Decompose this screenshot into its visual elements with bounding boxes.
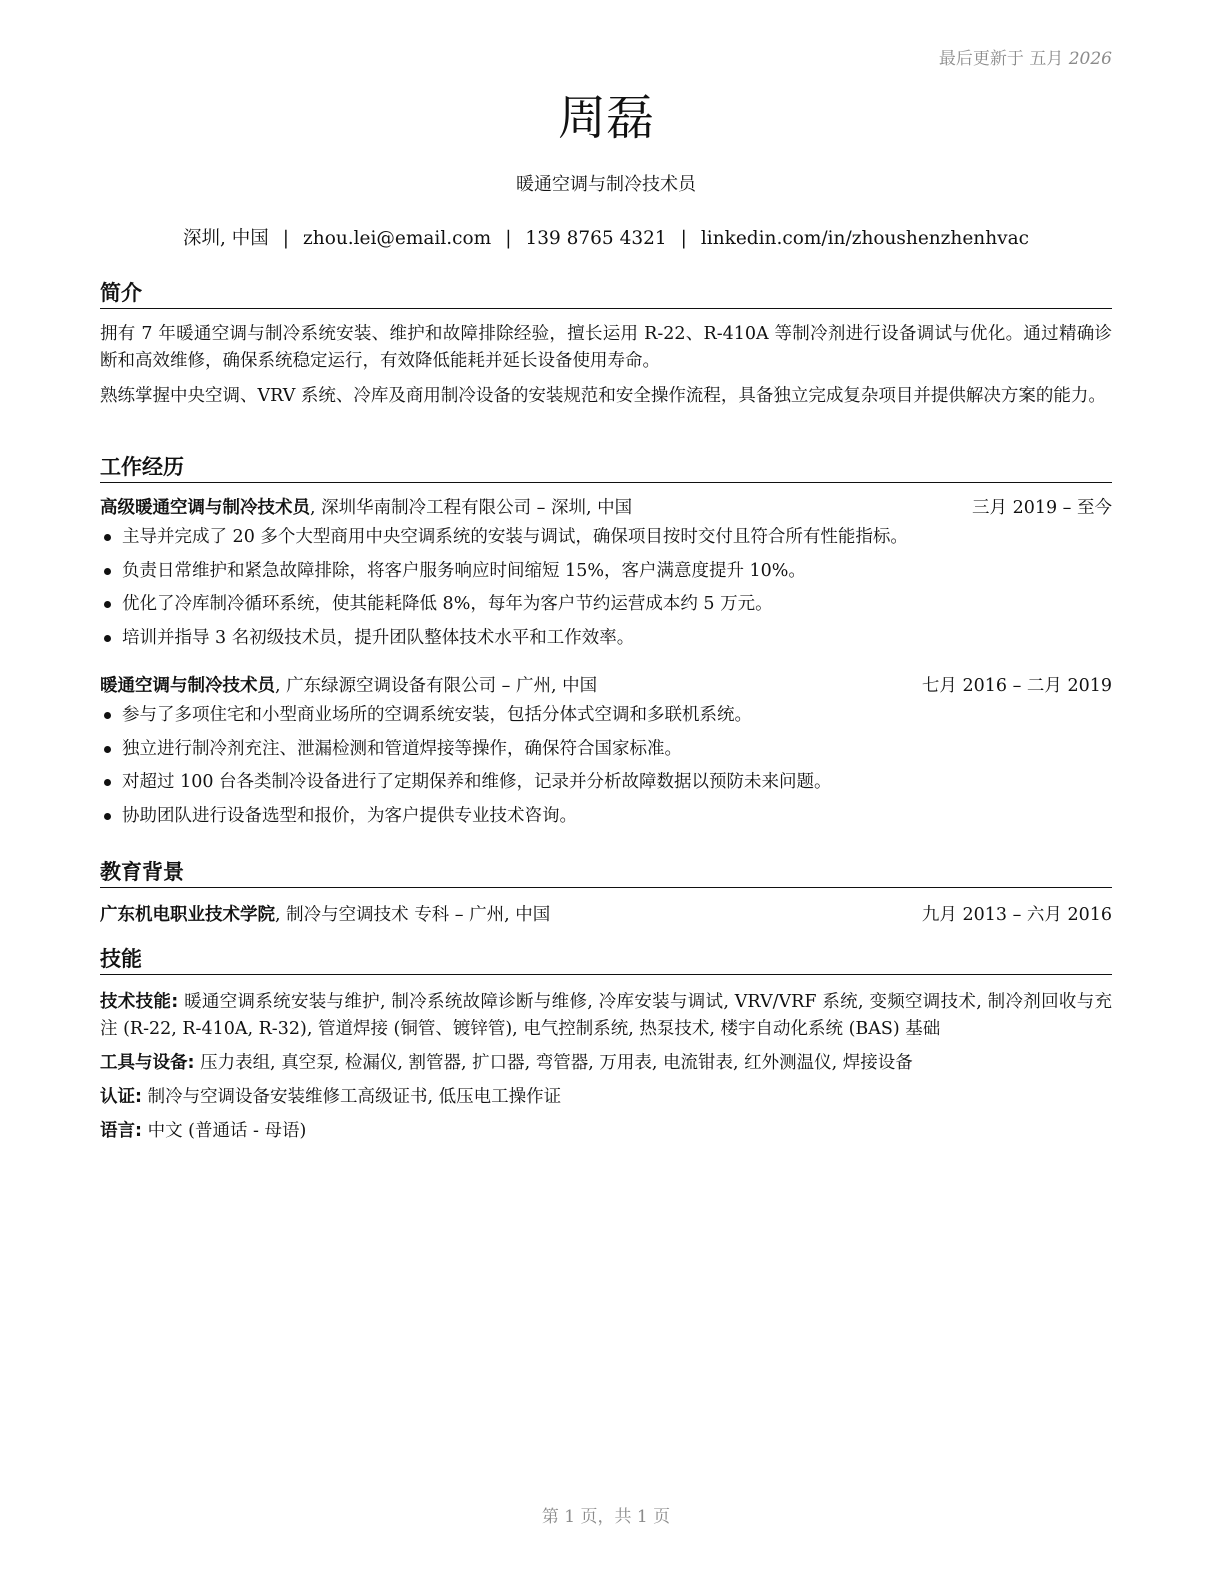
skill-row (100, 989, 1112, 1043)
education-section (100, 857, 1112, 928)
summary-heading: 简介 (100, 278, 1112, 309)
education-entry (100, 902, 1112, 928)
skill-row (100, 1084, 1112, 1111)
list-item: 协助团队进行设备选型和报价，为客户提供专业技术咨询。 (100, 800, 1112, 834)
skill-text: 暖通空调系统安装与维护, 制冷系统故障诊断与维修, 冷库安装与调试, VRV/VRF 系统, 变频空调技术, 制冷剂回收与充注 (R-22, R-410A, R-32), 管道焊接 (铜管、镀锌管), 电气控制系统, 热泵技术, 楼宇自动化系统 (BAS) 基础 (100, 992, 1113, 1039)
job-bullets (100, 699, 1112, 833)
list-item: 独立进行制冷剂充注、泄漏检测和管道焊接等操作，确保符合国家标准。 (100, 733, 1112, 767)
skill-text: 制冷与空调设备安装维修工高级证书, 低压电工操作证 (142, 1087, 562, 1107)
summary-paragraph: 熟练掌握中央空调、VRV 系统、冷库及商用制冷设备的安装规范和安全操作流程，具备独立完成复杂项目并提供解决方案的能力。 (100, 386, 1106, 406)
candidate-name: 周磊 (557, 90, 654, 146)
job-dates: 三月 2019 – 至今 (972, 498, 1112, 518)
contact-line (100, 224, 1112, 250)
education-detail: , 制冷与空调技术 专科 – 广州, 中国 (275, 905, 551, 925)
skills-section (100, 944, 1112, 1145)
education-heading: 教育背景 (100, 857, 1112, 888)
summary-section (100, 278, 1112, 410)
skill-label: 认证: (100, 1087, 142, 1107)
skill-text: 压力表组, 真空泵, 检漏仪, 割管器, 扩口器, 弯管器, 万用表, 电流钳表, 红外测温仪, 焊接设备 (194, 1053, 913, 1073)
list-item: 优化了冷库制冷循环系统，使其能耗降低 8%，每年为客户节约运营成本约 5 万元。 (100, 588, 1112, 622)
job-company: , 深圳华南制冷工程有限公司 – 深圳, 中国 (310, 498, 633, 518)
resume-page (100, 0, 1112, 1584)
contact-separator: | (680, 228, 687, 249)
job-role: 高级暖通空调与制冷技术员 (100, 498, 310, 518)
skill-row (100, 1050, 1112, 1077)
skills-heading: 技能 (100, 944, 1112, 975)
contact-separator: | (282, 228, 290, 249)
list-item: 参与了多项住宅和小型商业场所的空调系统安装，包括分体式空调和多联机系统。 (100, 699, 1112, 733)
contact-linkedin[interactable]: linkedin.com/in/zhoushenzhenhvac (700, 228, 1029, 249)
contact-location: 深圳, 中国 (183, 228, 269, 249)
contact-separator: | (505, 228, 512, 249)
experience-heading: 工作经历 (100, 452, 1112, 483)
last-updated-year: 2026 (1068, 49, 1112, 69)
experience-section (100, 452, 1112, 833)
contact-email[interactable]: zhou.lei@email.com (303, 228, 492, 249)
last-updated-label: 最后更新于 五月 (938, 49, 1064, 69)
skill-label: 技术技能: (100, 992, 179, 1012)
contact-phone: 139 8765 4321 (525, 228, 667, 249)
list-item: 培训并指导 3 名初级技术员，提升团队整体技术水平和工作效率。 (100, 622, 1112, 656)
list-item: 主导并完成了 20 多个大型商用中央空调系统的安装与调试，确保项目按时交付且符合所有性能指标。 (100, 521, 1112, 555)
job-header (100, 495, 1112, 521)
skill-text: 中文 (普通话 - 母语) (142, 1121, 307, 1141)
job-company: , 广东绿源空调设备有限公司 – 广州, 中国 (275, 676, 598, 696)
candidate-title: 暖通空调与制冷技术员 (516, 174, 696, 195)
job-bullets (100, 521, 1112, 655)
education-dates: 九月 2013 – 六月 2016 (921, 905, 1112, 925)
last-updated (939, 44, 1112, 69)
job-entry (100, 673, 1112, 833)
job-dates: 七月 2016 – 二月 2019 (921, 676, 1112, 696)
list-item: 对超过 100 台各类制冷设备进行了定期保养和维修，记录并分析故障数据以预防未来问题。 (100, 766, 1112, 800)
skill-label: 语言: (100, 1121, 142, 1141)
skill-row (100, 1118, 1112, 1145)
page-number: 第 1 页，共 1 页 (541, 1507, 671, 1527)
skill-label: 工具与设备: (100, 1053, 195, 1073)
job-header (100, 673, 1112, 699)
list-item: 负责日常维护和紧急故障排除，将客户服务响应时间缩短 15%，客户满意度提升 10%。 (100, 555, 1112, 589)
education-school: 广东机电职业技术学院 (100, 905, 275, 925)
summary-paragraph: 拥有 7 年暖通空调与制冷系统安装、维护和故障排除经验，擅长运用 R-22、R-410A 等制冷剂进行设备调试与优化。通过精确诊断和高效维修，确保系统稳定运行，有效降低能耗并延长设备使用寿命。 (100, 324, 1112, 371)
job-role: 暖通空调与制冷技术员 (100, 676, 275, 696)
job-entry (100, 495, 1112, 655)
